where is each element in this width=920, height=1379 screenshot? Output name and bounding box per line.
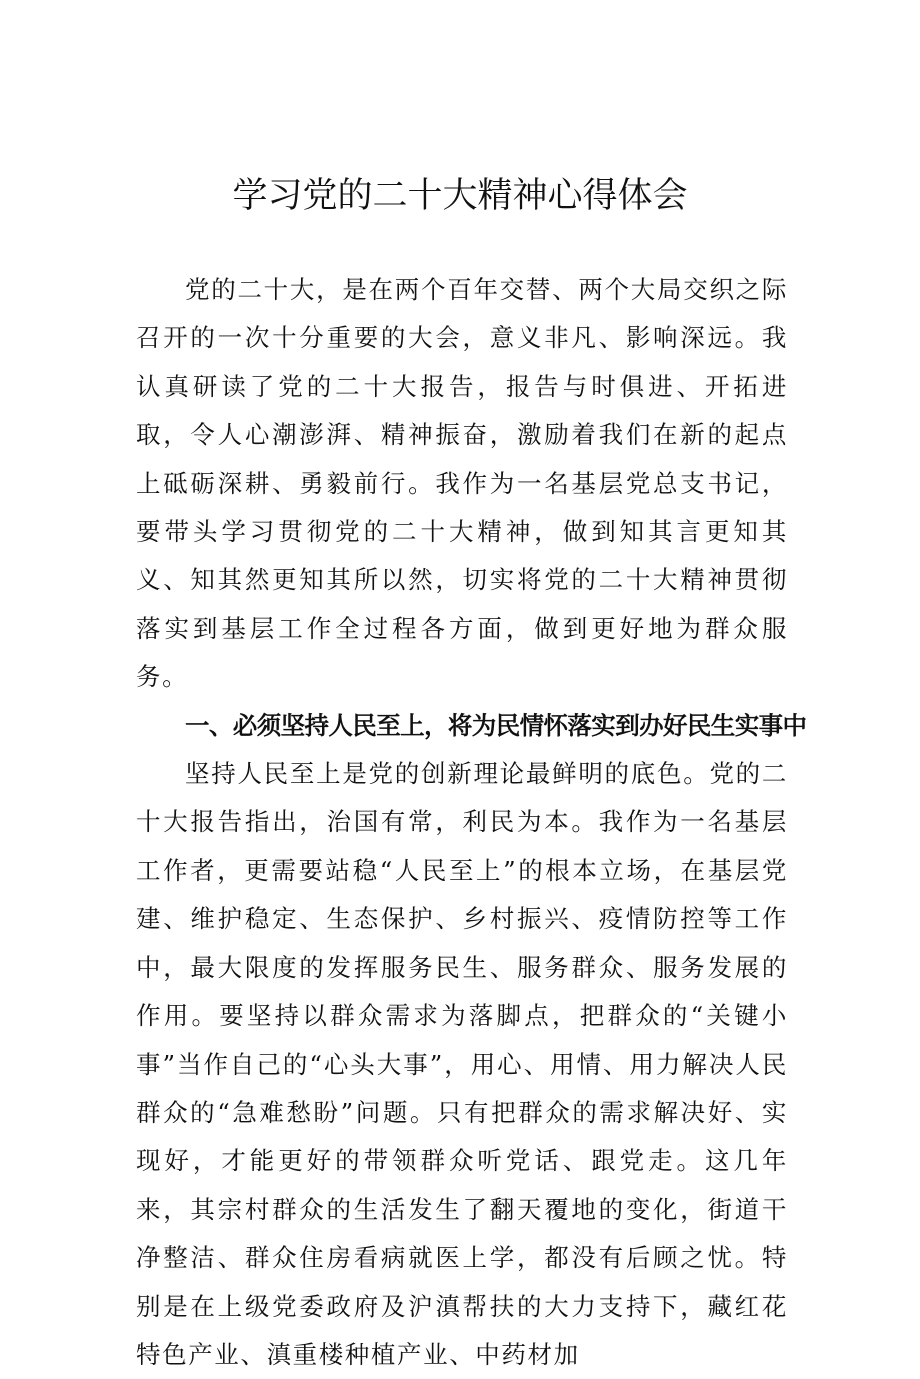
section-heading: 一、必须坚持人民至上，将为民情怀落实到办好民生实事中 — [185, 710, 807, 740]
document-title: 学习党的二十大精神心得体会 — [232, 176, 688, 216]
section-paragraph: 坚持人民至上是党的创新理论最鲜明的底色。党的二十大报告指出，治国有常，利民为本。我作为一名基层工作者，更需要站稳“人民至上”的根本立场，在基层党建、维护稳定、生态保护、乡村振兴、疫情防控等工作中，最大限度的发挥服务民生、服务群众、服务发展的作用。要坚持以群众需求为落脚点，把群众的“关键小事”当作自己的“心头大事”，用心、用情、用力解决人民群众的“急难愁盼”问题。只有把群众的需求解决好、实现好，才能更好的带领群众听党话、跟党走。这几年来，其宗村群众的生活发生了翻天覆地的变化，街道干净整洁、群众住房看病就医上学，都没有后顾之忧。特别是在上级党委政府及沪滇帮扶的大力支持下，藏红花特色产业、滇重楼种植产业、中药材加 — [136, 759, 788, 1369]
document-body — [136, 266, 807, 1379]
intro-paragraph: 党的二十大，是在两个百年交替、两个大局交织之际召开的一次十分重要的大会，意义非凡、影响深远。我认真研读了党的二十大报告，报告与时俱进、开拓进取，令人心潮澎湃、精神振奋，激励着我们在新的起点上砥砺深耕、勇毅前行。我作为一名基层党总支书记，要带头学习贯彻党的二十大精神，做到知其言更知其义、知其然更知其所以然，切实将党的二十大精神贯彻落实到基层工作全过程各方面，做到更好地为群众服务。 — [136, 275, 788, 692]
